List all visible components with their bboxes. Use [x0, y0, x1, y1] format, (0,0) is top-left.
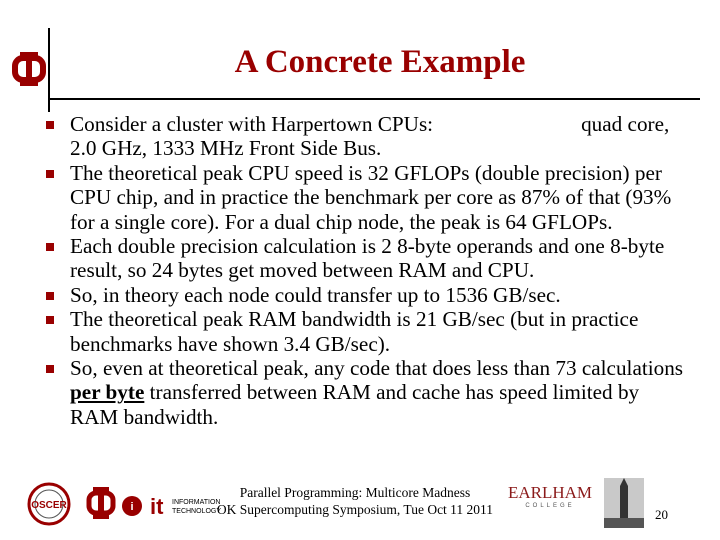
svg-text:COLLEGE: COLLEGE: [525, 503, 575, 509]
bullet-text: The theoretical peak RAM bandwidth is 21 GB/sec (but in practice benchmarks have shown 3.4 GB/sec).: [70, 307, 639, 356]
tower-photo-icon: [604, 478, 644, 528]
header-horizontal-rule: [48, 98, 700, 100]
footer-text: [170, 484, 540, 518]
bullet-item: [46, 234, 686, 283]
ou-logo-small-icon: [86, 486, 116, 520]
slide-title: A Concrete Example: [234, 44, 526, 80]
bullet-text: Consider a cluster with Harpertown CPUs:: [70, 112, 434, 136]
bullet-marker-icon: [46, 121, 54, 129]
bullet-item: [46, 307, 686, 356]
bullet-text: quad core, 2.0 GHz, 1333 MHz Front Side Bus.: [70, 112, 670, 161]
oscer-logo-icon: [14, 482, 84, 526]
svg-text:INFORMATION: INFORMATION: [172, 499, 221, 506]
footer-line-2: OK Supercomputing Symposium, Tue Oct 11 2011: [216, 502, 494, 517]
svg-text:EARLHAM: EARLHAM: [508, 483, 592, 502]
svg-text:OSCER: OSCER: [31, 500, 67, 511]
svg-text:TECHNOLOGY: TECHNOLOGY: [172, 508, 222, 515]
bullet-text: transferred between RAM and cache has speed limited by RAM bandwidth.: [70, 380, 640, 429]
bullet-item: [46, 112, 686, 161]
footer-line-1: Parallel Programming: Multicore Madness: [239, 485, 471, 500]
bullet-marker-icon: [46, 292, 54, 300]
bullet-item: [46, 356, 686, 429]
bullet-emphasis: per byte: [70, 380, 145, 405]
bullet-text: Each double precision calculation is 2 8-byte operands and one 8-byte result, so 24 bytes get moved between RAM and CPU.: [70, 234, 665, 283]
bullet-item: [46, 283, 686, 307]
svg-text:i: i: [130, 501, 134, 513]
bullet-marker-icon: [46, 365, 54, 373]
bullet-marker-icon: [46, 316, 54, 324]
bullet-text: The theoretical peak CPU speed is 32 GFLOPs (double precision) per CPU chip, and in practice the benchmark per core as 87% of that (93% for a single core). For a dual chip node, the peak is 64 GFLOPs.: [70, 160, 672, 234]
svg-text:it: it: [150, 494, 164, 519]
bullet-marker-icon: [46, 243, 54, 251]
bullet-text: So, even at theoretical peak, any code that does less than 73 calculations: [70, 356, 684, 381]
earlham-logo-icon: [508, 480, 592, 510]
ou-logo-icon: [12, 50, 46, 88]
bullet-marker-icon: [46, 170, 54, 178]
bullet-item: [46, 161, 686, 234]
bullet-list: [46, 112, 686, 429]
page-number: 20: [655, 507, 668, 522]
bullet-text: So, in theory each node could transfer up to 1536 GB/sec.: [70, 282, 561, 307]
